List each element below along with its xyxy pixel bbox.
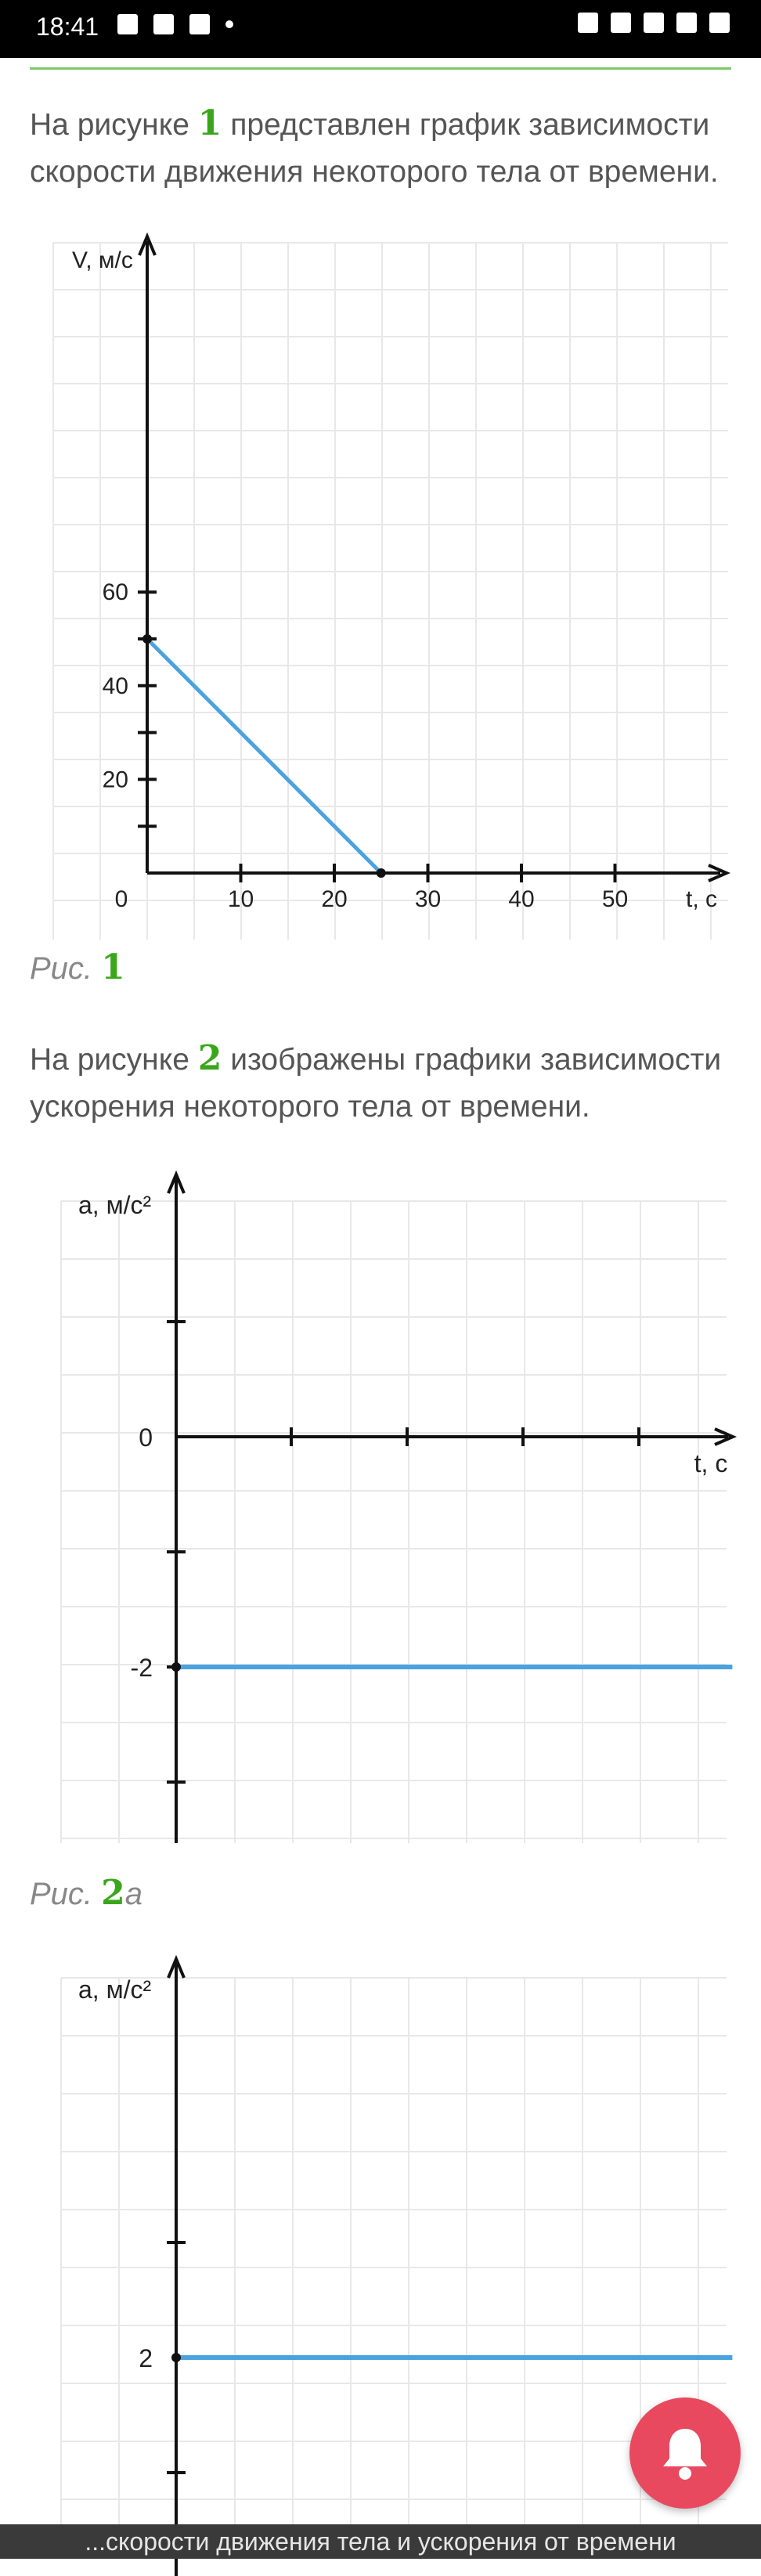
- y-tick-label: 2: [139, 2344, 153, 2372]
- notifications-button[interactable]: [629, 2397, 741, 2509]
- bottom-banner[interactable]: ...скорости движения тела и ускорения от времени: [0, 2524, 761, 2559]
- gallery-icon: [117, 14, 138, 34]
- signal-2-icon: [676, 13, 697, 33]
- x-axis-label: t, c: [694, 1449, 728, 1477]
- x-tick-label: 0: [114, 886, 128, 912]
- y-tick-label: 20: [102, 767, 128, 793]
- y-axis-label: V, м/с: [72, 247, 133, 273]
- figure-1-caption: Рис. 1: [30, 947, 125, 987]
- y-axis-label: a, м/с²: [78, 1191, 152, 1219]
- wifi-icon: [611, 13, 631, 33]
- figure-number: 2: [197, 1038, 222, 1078]
- acceleration-chart-2a: [0, 1165, 761, 1854]
- bell-icon: [658, 2424, 712, 2482]
- data-point: [171, 1662, 181, 1672]
- data-point: [377, 868, 386, 878]
- system-icons: [578, 13, 730, 33]
- app-icon: [189, 14, 210, 34]
- y-axis-label: a, м/с²: [78, 1975, 152, 2004]
- x-tick-label: 40: [508, 886, 535, 912]
- y-tick-label: 40: [102, 673, 128, 699]
- more-dot-icon: [225, 20, 233, 28]
- notification-icons: [117, 14, 233, 34]
- figure-number: 1: [197, 103, 222, 143]
- x-tick-label: 20: [321, 886, 348, 912]
- x-tick-label: 30: [414, 886, 442, 912]
- signal-icon: [644, 13, 664, 33]
- y-tick-label: 60: [102, 579, 128, 606]
- alarm-icon: [578, 13, 598, 33]
- status-bar: [0, 0, 761, 58]
- battery-icon: [709, 13, 730, 33]
- x-tick-label: 10: [227, 886, 254, 912]
- status-time: 18:41: [36, 13, 99, 41]
- vk-icon: [153, 14, 174, 34]
- intro-paragraph: На рисунке 1 представлен график зависимости скорости движения некоторого тела от времени.: [30, 103, 719, 189]
- paragraph-2: На рисунке 2 изображены графики зависимости ускорения некоторого тела от времени.: [30, 1038, 722, 1124]
- x-tick-label: 50: [601, 886, 629, 912]
- y-tick-label: 0: [139, 1423, 153, 1452]
- velocity-time-chart: [0, 227, 761, 916]
- y-tick-label: -2: [130, 1654, 153, 1682]
- series-line: [147, 639, 381, 873]
- figure-2a-caption: Рис. 2а: [30, 1873, 143, 1913]
- section-divider: [30, 67, 731, 70]
- data-point: [171, 2353, 181, 2362]
- x-axis-label: t, c: [685, 886, 718, 912]
- data-point: [142, 634, 152, 644]
